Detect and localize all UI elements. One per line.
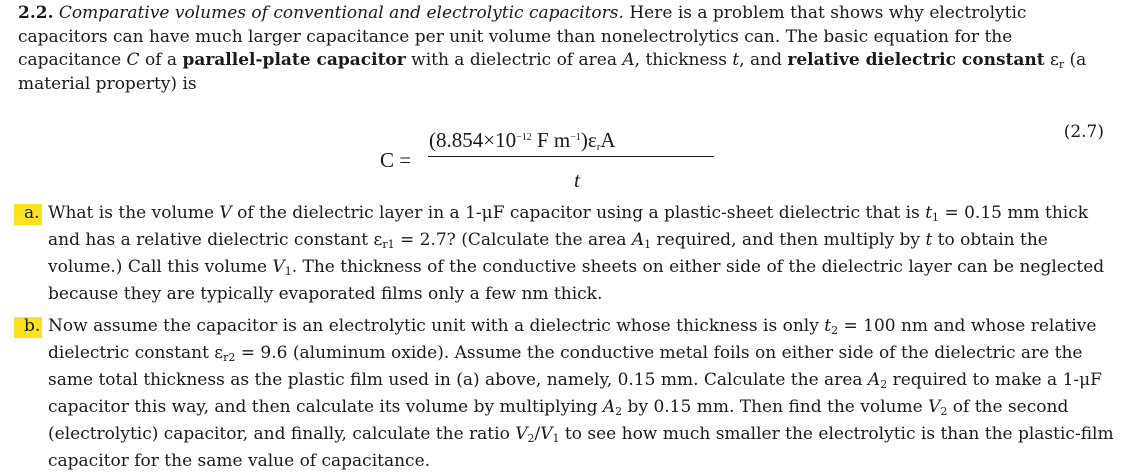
v: V (219, 203, 232, 223)
problem-title: Comparative volumes of conventional and electrolytic capacitors. (58, 3, 624, 23)
t: / (534, 424, 541, 444)
part-b (18, 313, 1118, 475)
equation-2-7 (18, 120, 1118, 200)
equation-number: (2.7) (1063, 122, 1104, 142)
part-a-letter: a. (24, 203, 40, 223)
intro-text: (a material property) is (18, 50, 1087, 94)
v: V (272, 257, 285, 277)
v: V (515, 424, 528, 444)
problem-number: 2.2. (18, 3, 54, 23)
intro-text: of a (139, 50, 183, 70)
t: Now assume the capacitor is an electrolytic unit with a dielectric whose thickness is only (48, 316, 825, 336)
num-exp: −12 (516, 132, 532, 143)
s: 2 (831, 324, 839, 337)
intro-var-c: C (126, 50, 140, 70)
t: . The thickness of the conductive sheets on either side of the dielectric layer can be neglected because they are typically evaporated films only a few nm thick. (48, 257, 1105, 304)
intro-var-eps: ε (1044, 50, 1059, 70)
s: 1 (284, 265, 292, 278)
s: r2 (223, 351, 236, 364)
v: A (631, 230, 645, 250)
t: to obtain the volume.) Call this volume (48, 230, 1048, 277)
part-b-text (48, 313, 1118, 475)
equation-lhs: C = (380, 148, 412, 172)
intro-text: , and (739, 50, 788, 70)
term-parallel-plate: parallel-plate capacitor (182, 50, 406, 70)
t: by 0.15 mm. Then find the volume (622, 397, 929, 417)
t: = 2.7? (Calculate the area (394, 230, 632, 250)
num-part: A (600, 128, 616, 152)
t: = 9.6 (aluminum oxide). Assume the conductive metal foils on either side of the dielectric are the same total thickness as the plastic film used in (a) above, namely, 0.15 mm. Calculate the area (48, 343, 1083, 390)
v: A (602, 397, 616, 417)
equation-denominator: t (574, 168, 580, 192)
s: 2 (615, 405, 623, 418)
s: 1 (644, 238, 652, 251)
t: to see how much smaller the electrolytic is than the plastic-film capacitor for the same value of capacitance. (48, 424, 1114, 471)
t: of the second (electrolytic) capacitor, and finally, calculate the ratio (48, 397, 1069, 444)
intro-var-a: A (622, 50, 635, 70)
problem-intro (18, 2, 1118, 96)
s: 2 (880, 378, 888, 391)
part-a-text (48, 200, 1118, 308)
t: required to make a 1-μF capacitor this way, and then calculate its volume by multiplying (48, 370, 1102, 417)
t: = 100 nm and whose relative dielectric constant ε (48, 316, 1097, 363)
term-relative-dielectric: relative dielectric constant (787, 50, 1045, 70)
intro-text: Here is a problem that shows why electrolytic capacitors can have much larger capacitance per unit volume than nonelectrolytics can. The basic equation for the capacitance (18, 3, 1027, 70)
v: t (925, 203, 933, 223)
s: 1 (932, 211, 940, 224)
v: V (540, 424, 553, 444)
num-exp: −1 (570, 132, 581, 143)
s: 2 (940, 405, 948, 418)
s: 1 (552, 432, 560, 445)
num-sub: r (596, 141, 601, 153)
intro-text: with a dielectric of area (405, 50, 623, 70)
s: r1 (382, 238, 395, 251)
v: A (867, 370, 881, 390)
equation-numerator (429, 128, 616, 153)
t: What is the volume (48, 203, 220, 223)
part-a (18, 200, 1118, 308)
v: V (928, 397, 941, 417)
num-part: F m (531, 128, 571, 152)
intro-var-t: t (732, 50, 740, 70)
v: t (925, 230, 933, 250)
fraction-bar (428, 156, 714, 157)
v: t (824, 316, 832, 336)
t: of the dielectric layer in a 1-μF capacitor using a plastic-sheet dielectric that is (231, 203, 926, 223)
num-part: )ε (580, 128, 597, 152)
part-b-letter: b. (24, 316, 41, 336)
t: required, and then multiply by (651, 230, 926, 250)
intro-var-eps-sub: r (1058, 58, 1065, 71)
s: 2 (527, 432, 535, 445)
num-part: (8.854×10 (429, 128, 517, 152)
intro-text: , thickness (634, 50, 733, 70)
t: = 0.15 mm thick and has a relative dielectric constant ε (48, 203, 1089, 250)
